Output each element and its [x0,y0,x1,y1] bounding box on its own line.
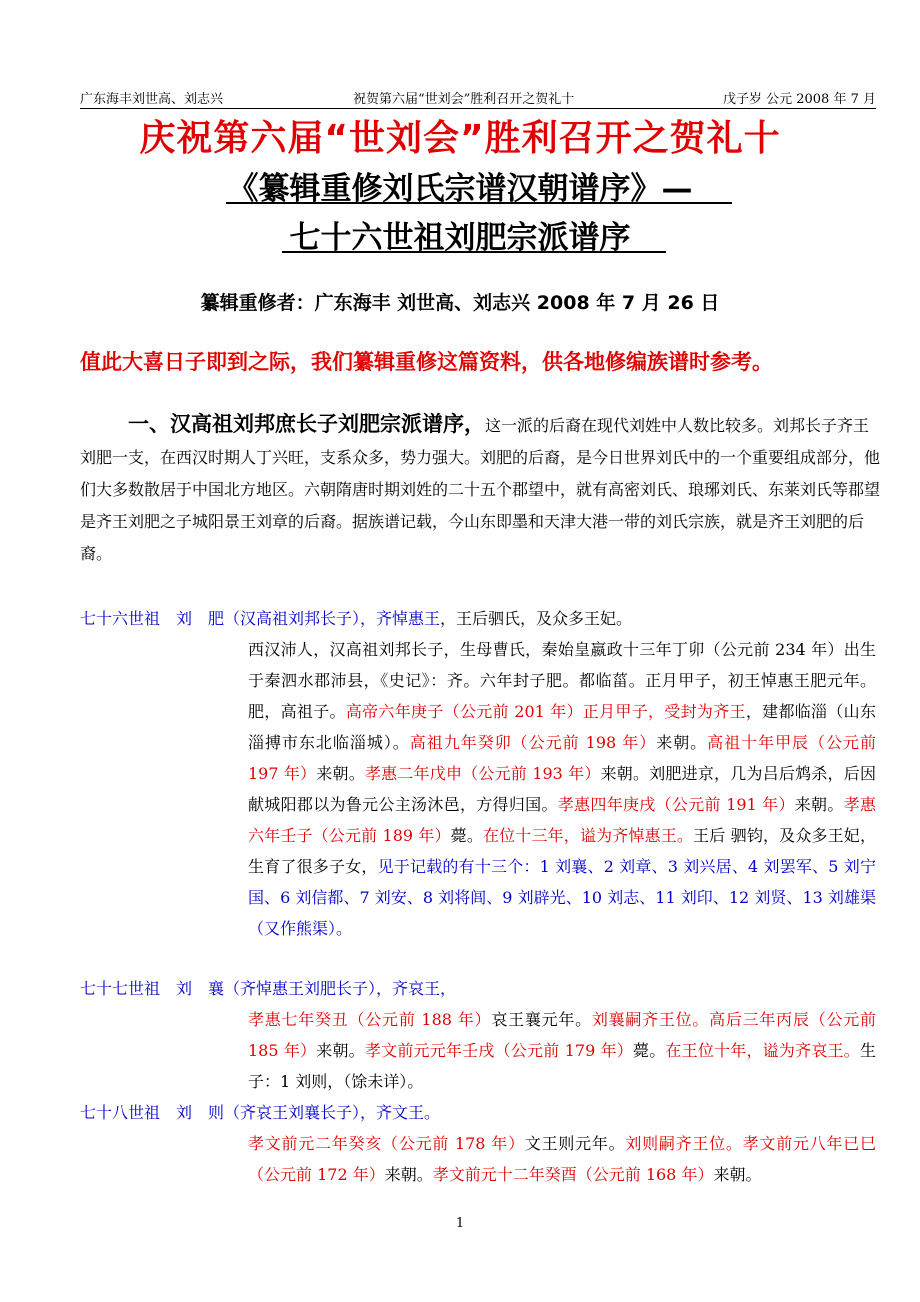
gen78-heading: 七十八世祖 刘 则（齐哀王刘襄长子），齐文王。 [80,1103,441,1122]
intro-paragraph [80,408,880,570]
intro-lead: 一、汉高祖刘邦庶长子刘肥宗派谱序， [128,412,485,436]
text-span: 孝文前元元年壬戌（公元前 179 年） [364,1041,633,1060]
text-span: 孝惠六年壬子（公元前 189 年） [248,795,876,845]
gen76-entry [80,603,880,944]
text-span: 来朝。 [713,1165,762,1184]
text-span: 西汉沛人，汉高祖刘邦长子，生母曹氏，秦始皇嬴政十三年丁卯（公元前 234 年）出生于秦泗水郡沛县，《史记》：齐。六年封子肥。都临菑。正月甲子，初王悼惠王肥元年。肥，高祖子。 [248,640,876,721]
header-right: 戊子岁 公元 2008 年 7 月 [722,92,876,107]
text-span: 孝惠四年庚戌（公元前 191 年） [557,795,795,814]
text-span: 刘襄嗣齐王位。高后三年丙辰（公元前 185 年） [248,1010,876,1060]
text-span: 在王位十年，谥为齐哀王。 [665,1041,860,1060]
author-line: 纂辑重修者：广东海丰 刘世高、刘志兴 2008 年 7 月 26 日 [200,292,720,314]
text-span: 孝惠二年戊申（公元前 193 年） [364,764,601,783]
text-span: 孝文前元十二年癸酉（公元前 168 年） [432,1165,714,1184]
text-span: 来朝。 [656,733,708,752]
text-span: 生子：1 刘则，（馀未详）。 [248,1041,876,1091]
text-span: ，建都临淄（山东淄搏市东北临淄城）。 [248,702,876,752]
text-span: 高祖十年甲辰（公元前 197 年） [248,733,876,783]
text-span: 王后 驷钧，及众多王妃，生育了很多子女， [248,826,876,876]
text-span: 来朝。刘肥进京，几为吕后鸩杀，后因献城阳郡以为鲁元公主汤沐邑，方得归国。 [248,764,876,814]
header-left: 广东海丰刘世高、刘志兴 [80,92,224,107]
gen76-body [248,634,876,944]
gen78-entry [80,1097,880,1190]
text-span: 刘则嗣齐王位。孝文前元八年已巳（公元前 172 年） [248,1134,876,1184]
text-span: 高帝六年庚子（公元前 201 年）正月甲子，受封为齐王 [345,702,746,721]
gen76-heading-tail: ，王后驷氏，及众多王妃。 [440,609,633,628]
text-span: 哀王襄元年。 [491,1010,592,1029]
text-span: 在位十三年，谥为齐悼惠王。 [482,826,694,845]
gen76-heading-name: 七十六世祖 刘 肥（汉高祖刘邦长子），齐悼惠王 [80,609,441,628]
text-span: 来朝。 [794,795,844,814]
text-span: 来朝。 [384,1165,433,1184]
subtitle-1: 《纂辑重修刘氏宗谱汉朝谱序》— [227,171,693,207]
text-span: 薨。 [450,826,483,845]
subtitle-2: 七十六世祖刘肥宗派谱序 [289,220,631,256]
text-span: 孝文前元二年癸亥（公元前 178 年） [248,1134,525,1153]
text-span: 文王则元年。 [524,1134,626,1153]
gen78-body [248,1128,876,1190]
text-span: 薨。 [633,1041,666,1060]
dedication-note: 值此大喜日子即到之际，我们纂辑重修这篇资料，供各地修编族谱时参考。 [80,350,773,374]
page-header [80,88,876,109]
subtitle-1-underline [226,202,732,204]
subtitle-2-underline [282,251,666,253]
gen77-body [248,1004,876,1097]
intro-text: 这一派的后裔在现代刘姓中人数比较多。刘邦长子齐王刘肥一支，在西汉时期人丁兴旺，支系众多，势力强大。刘肥的后裔，是今日世界刘氏中的一个重要组成部分，他们大多数散居于中国北方地区。六朝隋唐时期刘姓的二十五个郡望中，就有高密刘氏、琅琊刘氏、东莱刘氏等郡望是齐王刘肥之子城阳景王刘章的后裔。据族谱记载，今山东即墨和天津大港一带的刘氏宗族，就是齐王刘肥的后裔。 [80,416,881,563]
text-span: 来朝。 [316,764,365,783]
intro-section [80,408,880,570]
text-span: 来朝。 [316,1041,365,1060]
page-title: 庆祝第六届“世刘会”胜利召开之贺礼十 [139,118,781,159]
text-span: 高祖九年癸卯（公元前 198 年） [409,733,657,752]
gen77-heading: 七十七世祖 刘 襄（齐悼惠王刘肥长子），齐哀王， [80,979,457,998]
page-number: 1 [455,1216,465,1231]
children-list: 见于记载的有十三个：1 刘襄、2 刘章、3 刘兴居、4 刘罢军、5 刘宁国、6 刘信都、7 刘安、8 刘将闾、9 刘辟光、10 刘志、11 刘印、12 刘贤、13 刘雄渠（又作熊渠）。 [248,857,876,938]
header-center: 祝贺第六届“世刘会”胜利召开之贺礼十 [353,92,575,107]
gen76-heading [80,603,880,634]
gen77-entry [80,973,880,1097]
text-span: 孝惠七年癸丑（公元前 188 年） [248,1010,492,1029]
